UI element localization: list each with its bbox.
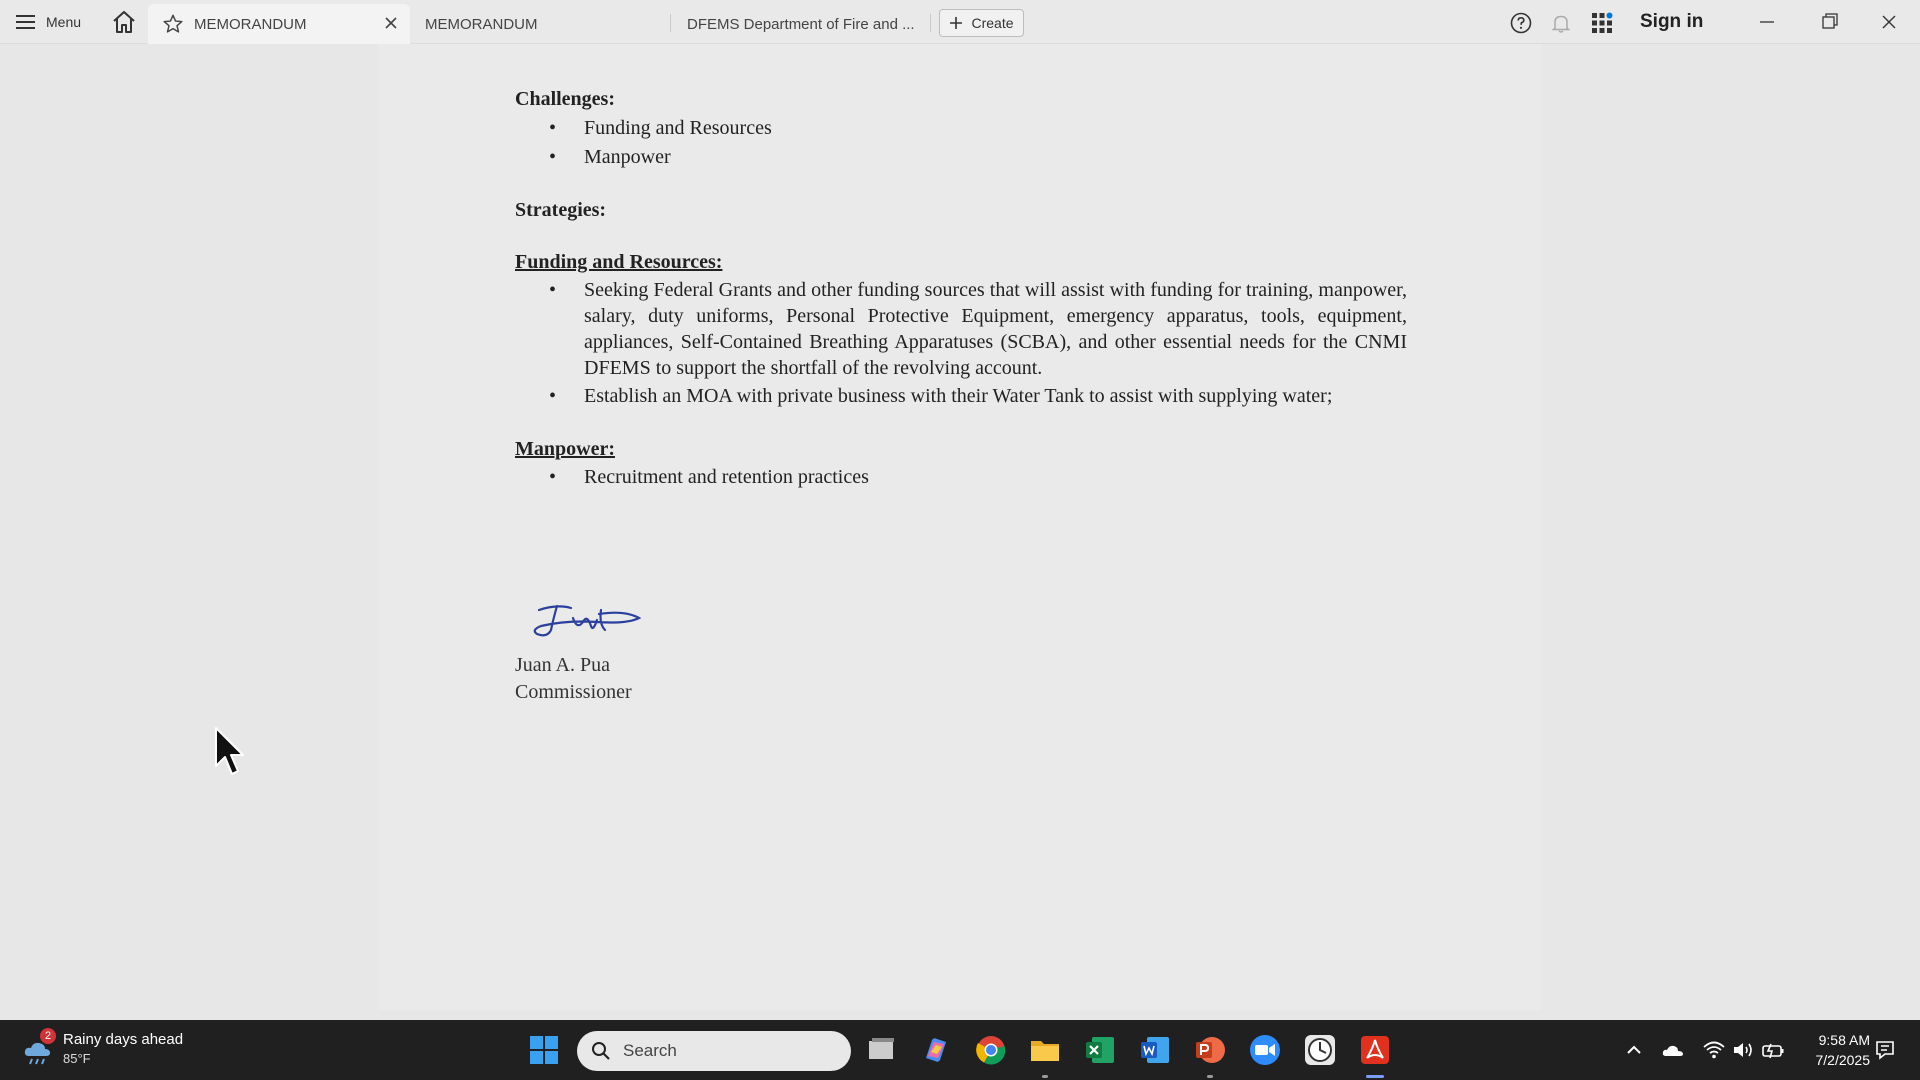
list-item: • Funding and Resources bbox=[515, 115, 1407, 141]
sign-in-link[interactable]: Sign in bbox=[1640, 11, 1704, 32]
create-button[interactable] bbox=[939, 9, 1024, 37]
task-view-icon[interactable] bbox=[863, 1032, 899, 1068]
memorandum-content bbox=[515, 86, 1407, 490]
menu-button[interactable] bbox=[16, 8, 81, 36]
taskbar bbox=[0, 1020, 1920, 1080]
weather-widget[interactable] bbox=[22, 1028, 202, 1072]
taskbar-search[interactable] bbox=[577, 1031, 851, 1071]
manpower-heading: Manpower: bbox=[515, 438, 615, 460]
system-clock[interactable] bbox=[1800, 1030, 1870, 1070]
strategies-heading: Strategies: bbox=[515, 199, 607, 221]
hamburger-icon bbox=[16, 14, 36, 30]
manpower-list bbox=[515, 464, 1407, 490]
windows-start-icon[interactable] bbox=[526, 1032, 562, 1068]
list-item: • Manpower bbox=[515, 144, 1407, 170]
active-app-indicator bbox=[1366, 1075, 1384, 1078]
mouse-pointer-icon bbox=[214, 726, 246, 778]
funding-heading: Funding and Resources: bbox=[515, 251, 723, 273]
notification-bell-icon[interactable] bbox=[1549, 11, 1573, 35]
signer-name: Juan A. Pua bbox=[515, 654, 610, 676]
apps-grid-icon[interactable] bbox=[1590, 11, 1614, 35]
word-icon[interactable] bbox=[1137, 1032, 1173, 1068]
wifi-icon[interactable] bbox=[1702, 1038, 1726, 1062]
search-icon bbox=[591, 1041, 611, 1061]
tab-label: MEMORANDUM bbox=[194, 15, 307, 33]
tab-divider bbox=[670, 14, 671, 32]
create-label: Create bbox=[971, 15, 1014, 31]
signer-title: Commissioner bbox=[515, 681, 632, 703]
zoom-icon[interactable] bbox=[1247, 1032, 1283, 1068]
tab-label: DFEMS Department of Fire and ... bbox=[687, 15, 915, 33]
excel-icon[interactable] bbox=[1082, 1032, 1118, 1068]
tab-dfems[interactable] bbox=[687, 4, 917, 44]
list-item: • Establish an MOA with private business with their Water Tank to assist with supplying water; bbox=[515, 383, 1407, 409]
running-indicator bbox=[1207, 1075, 1213, 1078]
battery-icon[interactable] bbox=[1761, 1038, 1785, 1062]
acrobat-icon[interactable] bbox=[1357, 1032, 1393, 1068]
restore-icon[interactable] bbox=[1809, 8, 1849, 36]
tab-memorandum-active[interactable] bbox=[148, 4, 410, 44]
signature-image bbox=[527, 600, 645, 644]
minimize-icon[interactable] bbox=[1747, 8, 1787, 36]
clock-time: 9:58 AM bbox=[1818, 1032, 1870, 1048]
running-indicator bbox=[1042, 1075, 1048, 1078]
plus-icon bbox=[949, 16, 963, 30]
challenges-heading: Challenges: bbox=[515, 88, 615, 110]
powerpoint-icon[interactable] bbox=[1192, 1032, 1228, 1068]
challenges-list bbox=[515, 115, 1407, 170]
tab-label: MEMORANDUM bbox=[425, 15, 538, 33]
menu-label: Menu bbox=[46, 14, 82, 30]
notification-center-icon[interactable] bbox=[1873, 1038, 1897, 1062]
file-explorer-icon[interactable] bbox=[1027, 1032, 1063, 1068]
search-placeholder: Search bbox=[623, 1041, 677, 1060]
weather-temp: 85°F bbox=[63, 1051, 91, 1066]
chrome-icon[interactable] bbox=[973, 1032, 1009, 1068]
tab-memorandum[interactable] bbox=[425, 4, 655, 44]
close-window-icon[interactable] bbox=[1869, 8, 1909, 36]
tab-bar bbox=[0, 0, 1920, 44]
list-item: • Seeking Federal Grants and other funding sources that will assist with funding for training, manpower, salary, duty uniforms, Personal Protective Equipment, emergency apparatus, tools, equipment, appliances, Self-Contained Breathing Apparatuses (SCBA), and other essential needs for the CNMI DFEMS to support the shortfall of the revolving account. bbox=[515, 277, 1407, 381]
home-icon[interactable] bbox=[110, 9, 138, 35]
weather-alert-badge: 2 bbox=[40, 1028, 56, 1044]
signature-block bbox=[515, 652, 632, 706]
onedrive-cloud-icon[interactable] bbox=[1661, 1038, 1685, 1062]
funding-list bbox=[515, 277, 1407, 409]
volume-icon[interactable] bbox=[1731, 1038, 1755, 1062]
help-icon[interactable] bbox=[1509, 11, 1533, 35]
clock-app-icon[interactable] bbox=[1302, 1032, 1338, 1068]
chevron-up-icon[interactable] bbox=[1622, 1038, 1646, 1062]
weather-text: Rainy days ahead bbox=[63, 1031, 184, 1048]
copilot-icon[interactable] bbox=[918, 1032, 954, 1068]
clock-date: 7/2/2025 bbox=[1815, 1052, 1870, 1068]
list-item: • Recruitment and retention practices bbox=[515, 464, 1407, 490]
star-icon[interactable] bbox=[162, 13, 184, 35]
close-tab-icon[interactable] bbox=[382, 14, 400, 32]
tab-divider bbox=[930, 14, 931, 32]
